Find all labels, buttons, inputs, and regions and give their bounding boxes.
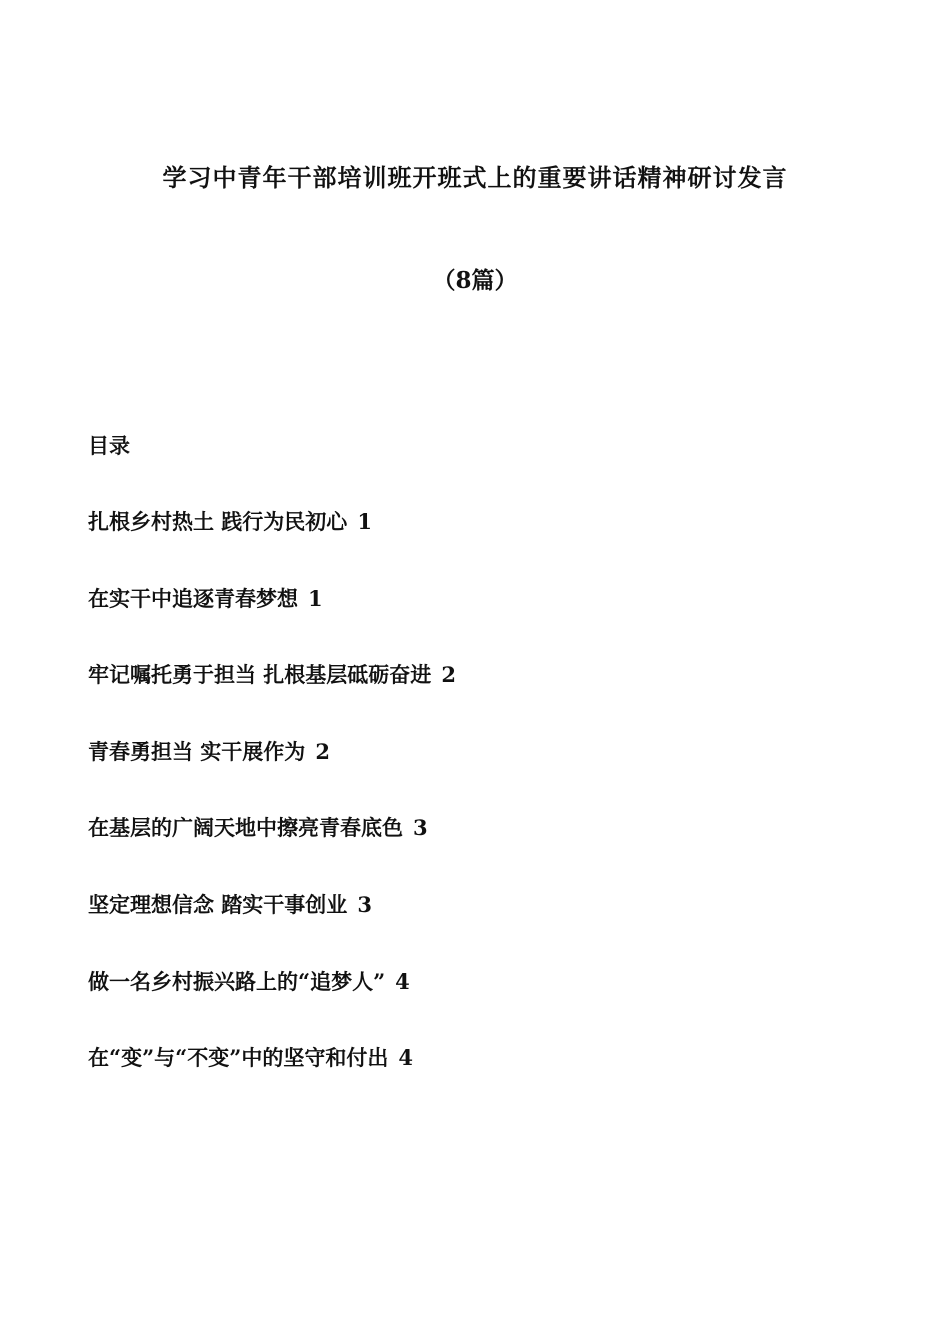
toc-entry-page: 3 xyxy=(413,815,428,841)
toc-entry[interactable] xyxy=(88,508,456,585)
toc-entry-title: 牢记嘱托勇于担当 扎根基层砥砺奋进 xyxy=(88,662,432,688)
toc-entry-title: 坚定理想信念 踏实干事创业 xyxy=(88,891,348,917)
document-subtitle: （8篇） xyxy=(432,267,518,294)
toc-entry-title: 青春勇担当 实干展作为 xyxy=(88,738,306,764)
toc-entry-page: 3 xyxy=(357,891,372,917)
toc-entry[interactable] xyxy=(88,738,456,815)
toc-entry-page: 2 xyxy=(441,662,456,688)
toc-entry[interactable] xyxy=(88,814,456,891)
toc-heading: 目录 xyxy=(88,433,130,458)
toc-entry[interactable] xyxy=(88,968,456,1045)
document-title: 学习中青年干部培训班开班式上的重要讲话精神研讨发言 xyxy=(162,163,788,192)
table-of-contents xyxy=(88,508,456,1121)
toc-entry-page: 1 xyxy=(308,585,323,611)
toc-entry-title: 扎根乡村热土 践行为民初心 xyxy=(88,509,348,534)
toc-entry-page: 2 xyxy=(315,738,330,764)
toc-entry-title: 做一名乡村振兴路上的“追梦人” xyxy=(88,968,386,994)
toc-entry-page: 4 xyxy=(395,968,410,994)
toc-entry[interactable] xyxy=(88,1044,456,1121)
toc-entry-page: 1 xyxy=(357,509,372,534)
toc-entry[interactable] xyxy=(88,891,456,968)
toc-entry-page: 4 xyxy=(398,1045,413,1071)
toc-entry-title: 在“变”与“不变”中的坚守和付出 xyxy=(88,1045,389,1071)
toc-entry[interactable] xyxy=(88,661,456,738)
toc-entry[interactable] xyxy=(88,585,456,662)
toc-entry-title: 在基层的广阔天地中擦亮青春底色 xyxy=(88,815,403,841)
toc-entry-title: 在实干中追逐青春梦想 xyxy=(88,585,298,611)
